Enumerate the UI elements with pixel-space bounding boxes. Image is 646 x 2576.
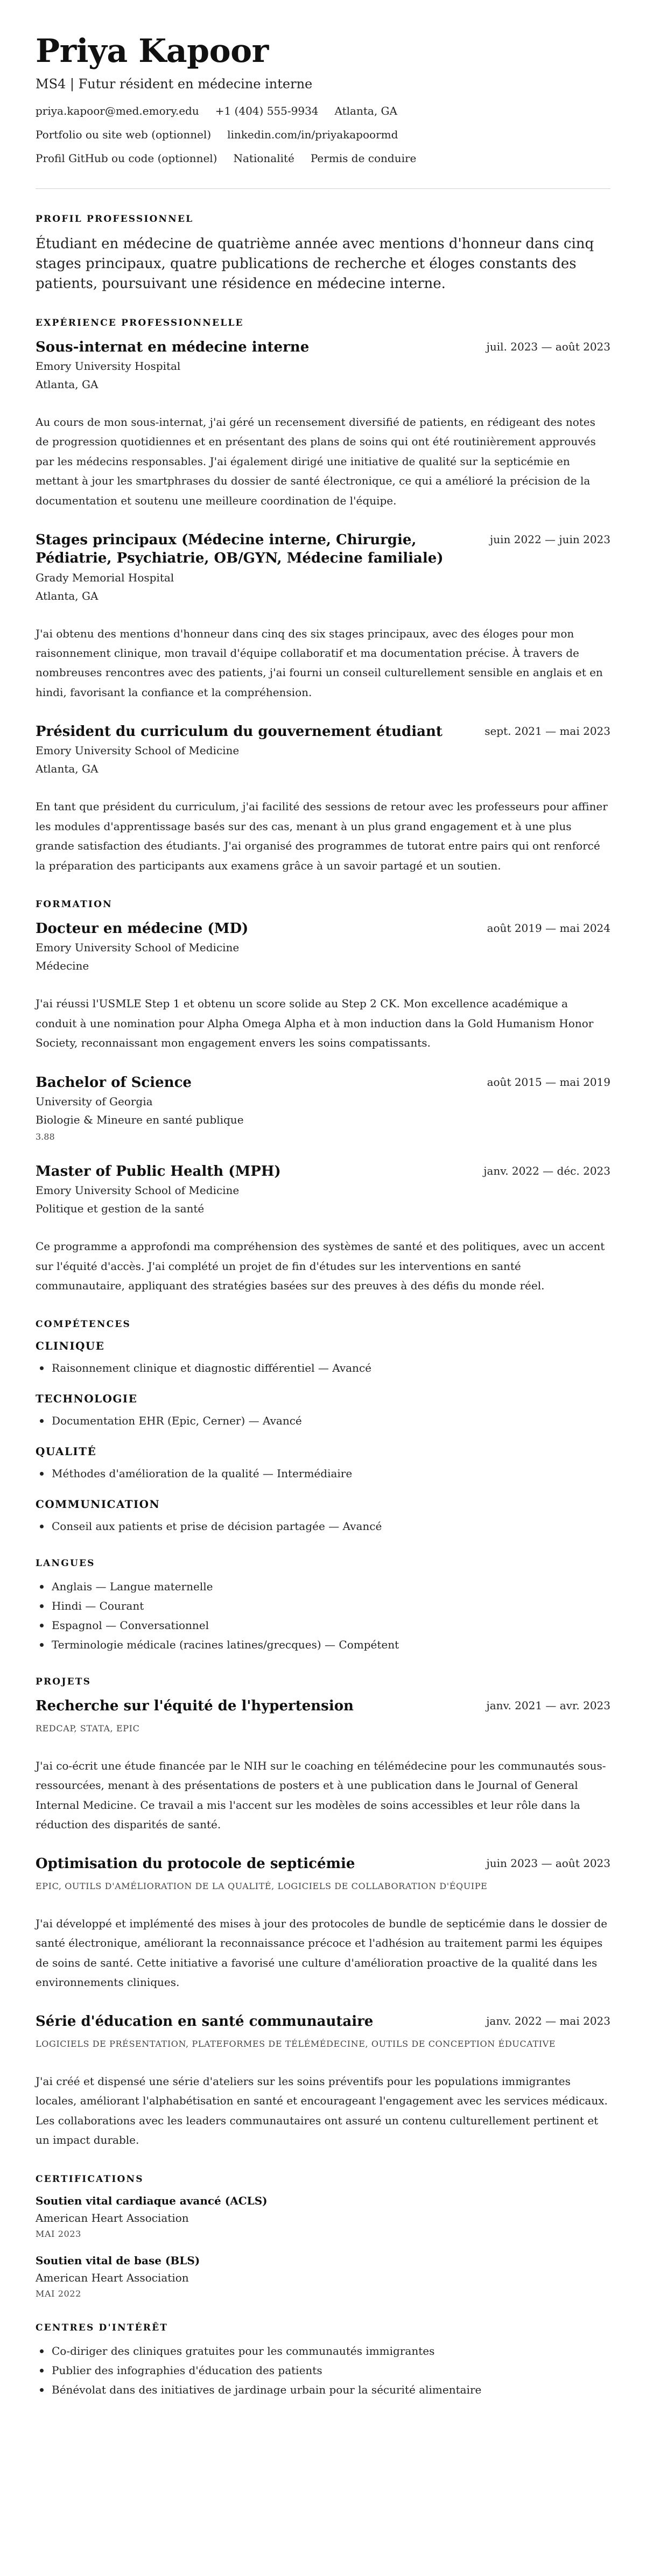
section-title-certifications: CERTIFICATIONS [36,2173,144,2185]
language-item: Espagnol — Conversationnel [36,1617,610,1633]
section-title-experience: EXPÉRIENCE PROFESSIONNELLE [36,317,244,328]
projects-section [36,1676,610,2150]
experience-entry [36,722,610,875]
experience-title: Président du curriculum du gouvernement étudiant [36,724,443,740]
candidate-name: Priya Kapoor [36,32,269,70]
contact-phone[interactable]: +1 (404) 555-9934 [215,104,319,117]
skills-section [36,1319,610,1534]
experience-title: Sous-internat en médecine interne [36,339,310,355]
education-entry [36,1162,610,1295]
education-field: Politique et gestion de la santé [36,1202,205,1216]
experience-location: Atlanta, GA [36,762,99,776]
section-title-skills: COMPÉTENCES [36,1319,131,1330]
skill-category: QUALITÉ [36,1445,97,1458]
interests-list [36,2343,610,2398]
interest-item: Bénévolat dans des initiatives de jardinage urbain pour la sécurité alimentaire [36,2382,610,2398]
profile-summary: Étudiant en médecine de quatrième année avec mentions d'honneur dans cinq stages principaux, quatre publications de recherche et éloges constants des patients, poursuivant une résidence en médecine interne. [36,236,594,292]
education-entry [36,1073,610,1142]
education-school: Emory University School of Medicine [36,1184,240,1197]
skill-item: Méthodes d'amélioration de la qualité — Intermédiaire [36,1465,610,1482]
project-tools: REDCAP, STATA, EPIC [36,1723,140,1733]
education-degree: Master of Public Health (MPH) [36,1163,281,1180]
section-title-projects: PROJETS [36,1676,92,1688]
education-description: J'ai réussi l'USMLE Step 1 et obtenu un score solide au Step 2 CK. Mon excellence académique a conduit à une nomination pour Alpha Omega Alpha et à mon induction dans la Gold Humanism Honor Society, reconnaissant mon engagement envers les soins compatissants. [36,997,594,1050]
experience-description: En tant que président du curriculum, j'ai facilité des sessions de retour avec les professeurs pour affiner les modules d'apprentissage basés sur des cas, menant à un plus grand engagement et à une plus grande satisfaction des étudiants. J'ai organisé des programmes de tutorat entre pairs qui ont renforcé la préparation des participants aux examens grâce à un savoir partagé et un soutien. [36,800,608,872]
certification-issuer: American Heart Association [36,2271,189,2284]
project-description: J'ai créé et dispensé une série d'ateliers sur les soins préventifs pour les populations immigrantes locales, améliorant l'alphabétisation en santé et encourageant l'engagement avec les services médicaux. Les collaborations avec les leaders communautaires ont assuré un contenu culturellement pertinent et un impact durable. [36,2074,608,2147]
certification-name: Soutien vital cardiaque avancé (ACLS) [36,2194,268,2207]
section-title-interests: CENTRES D'INTÉRÊT [36,2322,168,2333]
skill-item: Documentation EHR (Epic, Cerner) — Avancé [36,1413,610,1429]
skill-item: Raisonnement clinique et diagnostic différentiel — Avancé [36,1360,610,1376]
certifications-section [36,2174,610,2299]
education-field: Biologie & Mineure en santé publique [36,1113,244,1126]
skill-item: Conseil aux patients et prise de décision partagée — Avancé [36,1518,610,1534]
skill-category: TECHNOLOGIE [36,1392,138,1406]
education-description: Ce programme a approfondi ma compréhension des systèmes de santé et des politiques, avec un accent sur l'équité d'accès. J'ai complété un projet de fin d'études sur les interventions en santé communautaire, appliquant des stratégies basées sur des preuves à des défis du monde réel. [36,1240,605,1292]
project-date: janv. 2021 — avr. 2023 [486,1699,610,1712]
language-item: Anglais — Langue maternelle [36,1578,610,1595]
education-date: août 2015 — mai 2019 [487,1075,610,1089]
experience-description: J'ai obtenu des mentions d'honneur dans cinq des six stages principaux, avec des éloges pour mon raisonnement clinique, mon travail d'équipe collaboratif et ma documentation précise. À travers de nombreuses rencontres avec des patients, j'ai fourni un conseil culturellement sensible en anglais et en hindi, favorisant la confiance et la compréhension. [36,627,603,699]
experience-entry [36,531,610,702]
contact-location: Atlanta, GA [334,104,397,117]
certification-issuer: American Heart Association [36,2211,189,2224]
contact-email[interactable]: priya.kapoor@med.emory.edu [36,104,199,117]
project-tools: LOGICIELS DE PRÉSENTATION, PLATEFORMES DE TÉLÉMÉDECINE, OUTILS DE CONCEPTION ÉDUCATIVE [36,2038,556,2049]
experience-location: Atlanta, GA [36,589,99,602]
section-title-languages: LANGUES [36,1558,95,1569]
education-school: University of Georgia [36,1094,153,1108]
project-description: J'ai co-écrit une étude financée par le NIH sur le coaching en télémédecine pour les communautés sous-ressourcées, menant à des présentations de posters et à une publication dans le Journal of General Internal Medicine. Ce travail a mis l'accent sur les modèles de soins accessibles et leur rôle dans la réduction des disparités de santé. [36,1759,606,1831]
experience-entry [36,338,610,510]
project-description: J'ai développé et implémenté des mises à jour des protocoles de bundle de septicémie dans le dossier de santé électronique, améliorant la reconnaissance précoce et l'adhésion au traitement parmi les équipes de soins de santé. Cette initiative a favorisé une culture d'amélioration proactive de la qualité dans les environnements cliniques. [36,1917,608,1989]
education-date: août 2019 — mai 2024 [487,922,610,935]
skill-group [36,1392,610,1429]
experience-date: sept. 2021 — mai 2023 [484,725,610,738]
project-title: Série d'éducation en santé communautaire [36,2013,374,2030]
interest-item: Publier des infographies d'éducation des patients [36,2362,610,2378]
experience-description: Au cours de mon sous-internat, j'ai géré un recensement diversifié de patients, en rédigeant des notes de progression quotidiennes et en présentant des plans de soins qui ont été routinièrement approuvés par les médecins responsables. J'ai également dirigé une initiative de qualité sur la septicémie en mettant à jour les smartphrases du dossier de santé électronique, ce qui a amélioré la précision de la documentation et soutenu une meilleure coordination de l'équipe. [36,416,596,507]
contact-portfolio[interactable]: Portfolio ou site web (optionnel) [36,128,212,141]
experience-section [36,318,610,875]
header-divider [36,188,610,189]
education-school: Emory University School of Medicine [36,941,240,954]
experience-title: Stages principaux (Médecine interne, Chirurgie, Pédiatrie, Psychiatrie, OB/GYN, Médecine familiale) [36,531,444,567]
project-title: Recherche sur l'équité de l'hypertension [36,1698,354,1715]
contact-license: Permis de conduire [310,152,417,165]
education-date: janv. 2022 — déc. 2023 [483,1164,610,1177]
languages-list [36,1578,610,1653]
education-section [36,899,610,1295]
contact-github[interactable]: Profil GitHub ou code (optionnel) [36,152,217,165]
contact-row-primary [36,104,610,117]
interest-item: Co-diriger des cliniques gratuites pour les communautés immigrantes [36,2343,610,2359]
section-title-education: FORMATION [36,899,113,910]
experience-date: juin 2022 — juin 2023 [490,532,610,546]
candidate-headline: MS4 | Futur résident en médecine interne [36,76,313,92]
certification-name: Soutien vital de base (BLS) [36,2254,200,2267]
experience-organization: Grady Memorial Hospital [36,571,174,584]
experience-date: juil. 2023 — août 2023 [486,340,610,353]
language-item: Hindi — Courant [36,1598,610,1614]
project-date: janv. 2022 — mai 2023 [486,2015,610,2028]
project-entry [36,2012,610,2150]
skill-group [36,1445,610,1482]
education-entry [36,920,610,1052]
contact-row-extra [36,152,610,165]
contact-row-links [36,128,610,141]
certification-entry [36,2254,610,2299]
education-degree: Bachelor of Science [36,1074,192,1091]
contact-nationality: Nationalité [233,152,294,165]
project-entry [36,1855,610,1992]
skill-category: CLINIQUE [36,1339,105,1353]
experience-location: Atlanta, GA [36,378,99,391]
skill-group [36,1339,610,1376]
skill-category: COMMUNICATION [36,1498,160,1511]
experience-organization: Emory University Hospital [36,360,181,373]
languages-section [36,1558,610,1653]
language-item: Terminologie médicale (racines latines/grecques) — Compétent [36,1637,610,1653]
experience-organization: Emory University School of Medicine [36,744,240,757]
education-field: Médecine [36,959,89,973]
education-degree: Docteur en médecine (MD) [36,921,249,937]
skill-group [36,1498,610,1534]
certification-date: MAI 2022 [36,2288,81,2299]
education-gpa: 3.88 [36,1131,55,1142]
project-entry [36,1697,610,1834]
certification-date: MAI 2023 [36,2228,81,2239]
profile-section [36,214,610,294]
contact-linkedin[interactable]: linkedin.com/in/priyakapoormd [227,128,398,141]
project-title: Optimisation du protocole de septicémie [36,1856,355,1872]
interests-section [36,2322,610,2398]
certification-entry [36,2194,610,2239]
section-title-profile: PROFIL PROFESSIONNEL [36,214,194,224]
project-tools: EPIC, OUTILS D'AMÉLIORATION DE LA QUALITÉ, LOGICIELS DE COLLABORATION D'ÉQUIPE [36,1880,488,1891]
project-date: juin 2023 — août 2023 [486,1857,610,1870]
resume-header [36,33,610,165]
